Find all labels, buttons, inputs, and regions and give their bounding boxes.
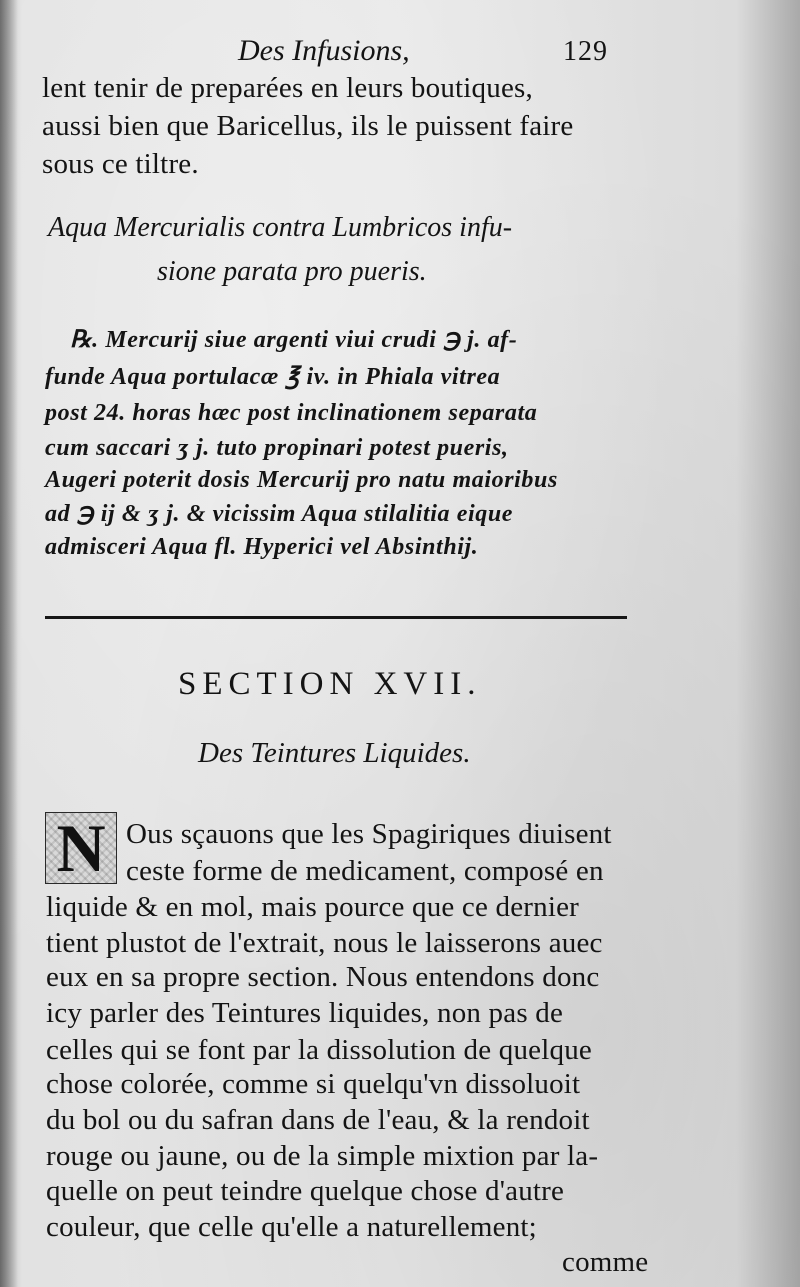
intro-line-1: lent tenir de preparées en leurs boutiques, [42,72,533,104]
page-number: 129 [563,36,608,67]
catchword: comme [562,1246,649,1278]
body-line-10: rouge ou jaune, ou de la simple mixtion par la- [46,1140,599,1172]
recipe-line-1: ℞. Mercurij siue argenti viui crudi ℈ j. af- [70,327,518,353]
body-line-1: Ous sçauons que les Spagiriques diuisent [126,818,612,850]
section-heading: SECTION XVII. [178,666,482,702]
body-line-7: celles qui se font par la dissolution de quelque [46,1034,592,1066]
body-line-8: chose colorée, comme si quelqu'vn dissoluoit [46,1068,581,1100]
body-line-5: eux en sa propre section. Nous entendons donc [46,961,600,993]
body-line-9: du bol ou du safran dans de l'eau, & la rendoit [46,1104,590,1136]
section-divider-rule [45,616,627,619]
ornamental-drop-cap [45,812,117,884]
recipe-line-5: Augeri poterit dosis Mercurij pro natu maioribus [45,467,558,493]
intro-line-3: sous ce tiltre. [42,148,199,180]
body-line-11: quelle on peut teindre quelque chose d'autre [46,1175,565,1207]
intro-line-2: aussi bien que Baricellus, ils le puissent faire [42,110,574,142]
body-line-6: icy parler des Teintures liquides, non pas de [46,997,564,1029]
recipe-line-7: admisceri Aqua fl. Hyperici vel Absinthij. [45,534,479,560]
recipe-title-line-2: sione parata pro pueris. [157,256,427,287]
recipe-line-3: post 24. horas hæc post inclinationem separata [45,400,538,426]
recipe-line-4: cum saccari ʒ j. tuto propinari potest pueris, [45,435,509,461]
recipe-title-line-1: Aqua Mercurialis contra Lumbricos infu- [48,212,513,243]
body-line-2: ceste forme de medicament, composé en [126,855,604,887]
section-subtitle: Des Teintures Liquides. [198,737,471,769]
running-head: Des Infusions, [238,34,410,67]
page-gutter-shadow [0,0,18,1287]
body-line-4: tient plustot de l'extrait, nous le laisserons auec [46,927,603,959]
body-line-3: liquide & en mol, mais pource que ce dernier [46,891,580,923]
recipe-line-2: funde Aqua portulacæ ℥ iv. in Phiala vitrea [45,364,501,390]
recipe-line-6: ad ℈ ij & ʒ j. & vicissim Aqua stilalitia eique [45,501,514,527]
body-line-12: couleur, que celle qu'elle a naturellement; [46,1211,537,1243]
drop-cap-letter: N [56,810,106,886]
